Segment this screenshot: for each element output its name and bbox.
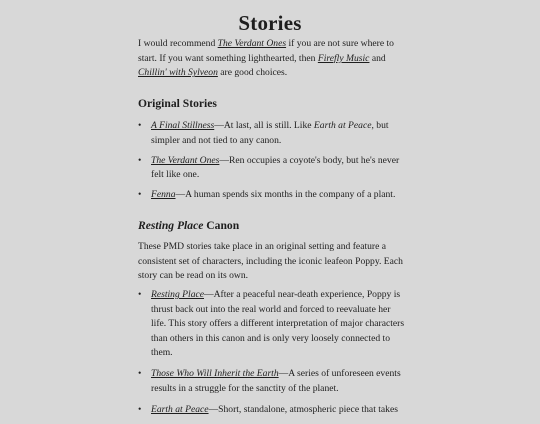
list-item	[138, 119, 406, 148]
link-the-verdant-ones-2[interactable]: The Verdant Ones	[151, 154, 220, 166]
link-firefly-music[interactable]: Firefly Music	[317, 52, 370, 64]
intro-text: if you are not sure where to start. If you want something lighthearted, then	[138, 38, 394, 64]
item-text: —Short, standalone, atmospheric piece that takes	[208, 404, 398, 416]
heading-text: Canon	[203, 219, 240, 232]
item-text: —A series of unforeseen events results in a struggle for the sanctity of the planet.	[151, 368, 401, 395]
link-chillin-with-sylveon[interactable]: Chillin' with Sylveon	[138, 67, 218, 79]
item-text: —After a peaceful near-death experience, Poppy is thrust back out into the real world and forced to reevaluate her life. This story offers a different interpretation of major characters than others in this canon and is only very loosely connected to them.	[151, 289, 405, 359]
section-heading-original: Original Stories	[138, 97, 217, 110]
link-fenna[interactable]: Fenna	[151, 189, 176, 201]
section-heading-resting-place	[138, 219, 406, 233]
item-text: —Ren occupies a coyote's body, but he's never felt like one.	[151, 154, 400, 181]
intro-text: I would recommend	[138, 38, 218, 49]
item-emphasis: Earth at Peace	[313, 120, 372, 131]
list-item	[138, 188, 406, 203]
link-a-final-stillness[interactable]: A Final Stillness	[151, 120, 215, 131]
intro-text: are good choices.	[217, 67, 288, 79]
resting-place-list	[138, 288, 406, 424]
list-item	[138, 288, 406, 361]
item-text: —At last, all is still. Like	[214, 120, 314, 131]
intro-paragraph	[138, 37, 406, 81]
list-item	[138, 154, 406, 183]
item-text: , but simpler and not tied to any canon.	[151, 120, 389, 146]
heading-emphasis: Resting Place	[138, 219, 204, 232]
link-those-who-will-inherit-the-earth[interactable]: Those Who Will Inherit the Earth	[151, 368, 279, 380]
link-the-verdant-ones[interactable]: The Verdant Ones	[217, 38, 287, 49]
link-resting-place[interactable]: Resting Place	[151, 289, 205, 300]
intro-text: and	[369, 52, 386, 64]
page-title: Stories	[238, 11, 302, 35]
original-stories-list	[138, 119, 406, 208]
link-earth-at-peace[interactable]: Earth at Peace	[151, 404, 209, 416]
resting-place-description: These PMD stories take place in an original setting and feature a consistent set of characters, including the iconic leafeon Poppy. Each story can be read on its own.	[138, 241, 403, 282]
list-item	[138, 403, 406, 418]
item-text: —A human spends six months in the company of a plant.	[175, 189, 396, 201]
list-item	[138, 367, 406, 396]
